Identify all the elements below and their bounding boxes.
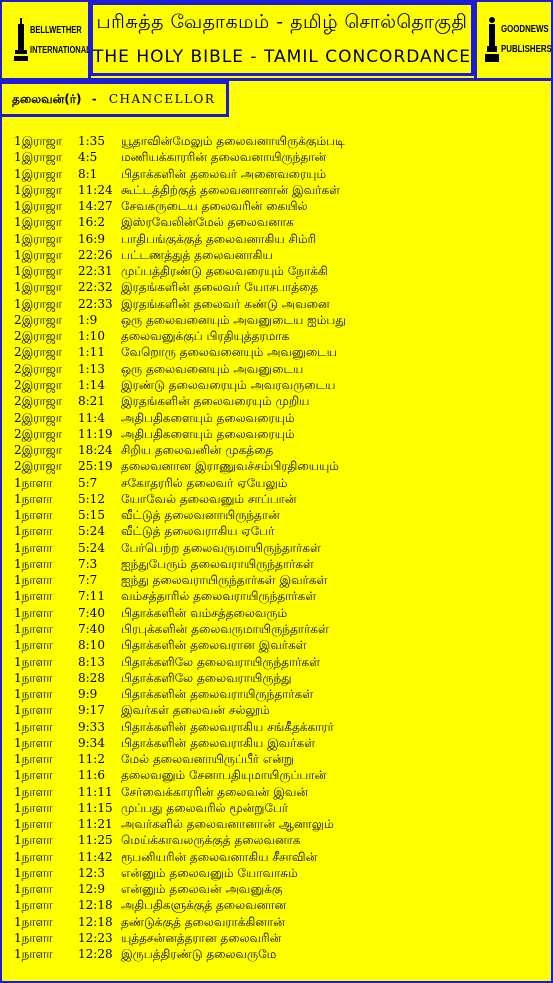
entry-heading <box>12 92 215 108</box>
list-item <box>14 312 544 328</box>
verse-reference: 11:6 <box>78 768 105 783</box>
book-name: 1நாளா <box>14 735 53 750</box>
verse-text: மெய்க்காவலருக்குத் தலைவனாக <box>121 833 301 848</box>
verse-text: இரண்டு தலைவரையும் அவரவருடைய <box>121 377 336 392</box>
book-name: 2இராஜா <box>14 329 63 344</box>
verse-reference: 1:11 <box>78 345 105 360</box>
verse-text: மணியக்காரரின் தலைவனாயிருந்தான் <box>121 150 327 165</box>
verse-text: பிதாக்களின் வம்சத்தலைவரும் <box>121 605 288 620</box>
logo-line-1: GOODNEWS <box>501 23 549 35</box>
title-box <box>90 2 474 76</box>
list-item <box>14 475 544 491</box>
verse-text: இரதங்களின் தலைவர் கண்டு அவனை <box>121 296 330 311</box>
verse-text: பிதாக்களின் தலைவரான இவர்கள் <box>121 638 307 653</box>
verse-reference: 8:21 <box>78 394 105 409</box>
logo-line-2: INTERNATIONAL <box>30 45 91 56</box>
list-item <box>14 832 544 848</box>
book-name: 1நாளா <box>14 947 53 962</box>
book-name: 2இராஜா <box>14 312 63 327</box>
list-item <box>14 654 544 670</box>
verse-text: சேவகருடைய தலைவரின் கையில் <box>121 199 308 214</box>
book-name: 1நாளா <box>14 833 53 848</box>
list-item <box>14 800 544 816</box>
verse-text: வேறொரு தலைவனையும் அவனுடைய <box>121 345 338 360</box>
list-item <box>14 458 544 474</box>
list-item <box>14 702 544 718</box>
verse-text: என்னும் தலைவன் அவனுக்கு <box>121 882 283 897</box>
verse-text: பேர்பெற்ற தலைவருமாயிருந்தார்கள் <box>121 540 321 555</box>
verse-text: இரதங்களின் தலைவரையும் முறிய <box>121 394 310 409</box>
verse-reference: 5:15 <box>78 508 105 523</box>
verse-reference: 11:24 <box>78 182 113 197</box>
verse-reference: 11:2 <box>78 752 105 767</box>
list-item <box>14 881 544 897</box>
book-name: 1நாளா <box>14 654 53 669</box>
verse-text: மேல் தலைவனாயிருப்பீர் என்று <box>121 752 294 767</box>
book-name: 1நாளா <box>14 573 53 588</box>
verse-text: அதிபதிகளையும் தலைவரையும் <box>121 426 295 441</box>
list-item <box>14 426 544 442</box>
book-name: 2இராஜா <box>14 459 63 474</box>
verse-text: பிதாக்களின் தலைவராகிய சங்கீதக்காரர் <box>121 719 334 734</box>
verse-text: வீட்டுத் தலைவனாயிருந்தான் <box>121 508 280 523</box>
verse-reference: 22:31 <box>78 264 113 279</box>
book-name: 1நாளா <box>14 768 53 783</box>
book-name: 1நாளா <box>14 589 53 604</box>
list-item <box>14 377 544 393</box>
verse-text: பிதாக்களின் தலைவராயிருந்தார்கள் <box>121 687 314 702</box>
verse-text: சேர்வைக்காரரின் தலைவன் இவன் <box>121 784 309 799</box>
list-item <box>14 588 544 604</box>
list-item <box>14 686 544 702</box>
verse-text: என்னும் தலைவனும் யோவாசும் <box>121 865 298 880</box>
verse-text: ஒரு தலைவனையும் அவனுடைய ஐம்பது <box>121 312 346 327</box>
book-name: 1நாளா <box>14 865 53 880</box>
verse-reference: 7:3 <box>78 556 98 571</box>
list-item <box>14 410 544 426</box>
verse-reference: 16:2 <box>78 215 105 230</box>
list-item <box>14 572 544 588</box>
list-item <box>14 491 544 507</box>
book-name: 2இராஜா <box>14 345 63 360</box>
goodnews-logo <box>474 2 551 78</box>
list-item <box>14 361 544 377</box>
verse-reference: 7:40 <box>78 621 105 636</box>
book-name: 1நாளா <box>14 784 53 799</box>
heading-separator: - <box>91 92 97 106</box>
book-name: 1நாளா <box>14 817 53 832</box>
list-item <box>14 621 544 637</box>
list-item <box>14 328 544 344</box>
book-name: 1நாளா <box>14 898 53 913</box>
verse-reference: 7:11 <box>78 589 105 604</box>
book-name: 2இராஜா <box>14 443 63 458</box>
verse-text: இவர்கள் தலைவன் சல்லூம் <box>121 703 270 718</box>
verse-reference: 12:23 <box>78 931 113 946</box>
book-name: 1இராஜா <box>14 215 63 230</box>
book-name: 1நாளா <box>14 621 53 636</box>
book-name: 1நாளா <box>14 491 53 506</box>
verse-reference: 11:42 <box>78 849 113 864</box>
verse-reference: 8:28 <box>78 670 105 685</box>
verse-reference: 14:27 <box>78 199 113 214</box>
book-name: 1இராஜா <box>14 264 63 279</box>
book-name: 1இராஜா <box>14 280 63 295</box>
verse-text: பிதாக்களிலே தலைவராயிருந்து <box>121 670 292 685</box>
title-english: THE HOLY BIBLE - TAMIL CONCORDANCE <box>93 47 472 67</box>
verse-reference: 1:13 <box>78 361 105 376</box>
book-name: 1நாளா <box>14 931 53 946</box>
verse-reference: 22:26 <box>78 247 113 262</box>
logo-line-1: BELLWETHER <box>30 25 82 36</box>
verse-text: ஒரு தலைவனையும் அவனுடைய <box>121 361 304 376</box>
list-item <box>14 296 544 312</box>
list-item <box>14 914 544 930</box>
bellwether-logo <box>4 2 91 78</box>
lamp-icon <box>14 18 28 62</box>
verse-text: யூதாவின்மேலும் தலைவனாயிருக்கும்படி <box>121 134 345 148</box>
book-name: 1இராஜா <box>14 199 63 214</box>
verse-reference: 11:4 <box>78 410 105 425</box>
list-item <box>14 930 544 946</box>
list-item <box>14 523 544 539</box>
verse-reference: 22:33 <box>78 296 113 311</box>
verse-text: கூட்டத்திற்குத் தலைவனானான் இவர்கள் <box>121 182 340 197</box>
verse-reference: 25:19 <box>78 459 113 474</box>
list-item <box>14 279 544 295</box>
verse-reference: 7:7 <box>78 573 98 588</box>
verse-reference: 11:19 <box>78 426 113 441</box>
verse-reference: 11:21 <box>78 817 113 832</box>
book-name: 1இராஜா <box>14 296 63 311</box>
list-item <box>14 393 544 409</box>
verse-reference: 11:25 <box>78 833 113 848</box>
list-item <box>14 605 544 621</box>
verse-reference: 11:15 <box>78 800 113 815</box>
book-name: 1நாளா <box>14 849 53 864</box>
verse-text: அதிபதிகளையும் தலைவரையும் <box>121 410 295 425</box>
list-item <box>14 816 544 832</box>
verse-text: யோவேல் தலைவனும் சாப்பான் <box>121 491 297 506</box>
book-name: 1நாளா <box>14 524 53 539</box>
verse-text: தலைவனான இராணுவச்சம்பிரதியையும் <box>121 459 339 474</box>
list-item <box>14 556 544 572</box>
list-item <box>14 637 544 653</box>
book-name: 2இராஜா <box>14 394 63 409</box>
book-name: 1நாளா <box>14 687 53 702</box>
verse-text: இஸ்ரவேலின்மேல் தலைவனாக <box>121 215 294 230</box>
verse-text: இருபத்திரண்டு தலைவருமே <box>121 947 277 962</box>
verse-reference: 5:24 <box>78 524 105 539</box>
list-item <box>14 946 544 962</box>
list-item <box>14 198 544 214</box>
verse-text: பட்டணத்துத் தலைவனாகிய <box>121 247 273 262</box>
book-name: 1நாளா <box>14 800 53 815</box>
list-item <box>14 670 544 686</box>
book-name: 1இராஜா <box>14 166 63 181</box>
book-name: 1நாளா <box>14 914 53 929</box>
list-item <box>14 442 544 458</box>
verse-reference: 12:28 <box>78 947 113 962</box>
list-item <box>14 214 544 230</box>
verse-reference: 12:18 <box>78 898 113 913</box>
verse-reference: 9:17 <box>78 703 105 718</box>
book-name: 1இராஜா <box>14 134 63 148</box>
verse-reference: 12:18 <box>78 914 113 929</box>
verse-reference: 12:3 <box>78 865 105 880</box>
heading-box <box>2 81 229 117</box>
list-item <box>14 767 544 783</box>
book-name: 1இராஜா <box>14 247 63 262</box>
verse-text: பிதாக்களின் தலைவர் அனைவரையும் <box>121 166 327 181</box>
list-item <box>14 182 544 198</box>
book-name: 1நாளா <box>14 703 53 718</box>
verse-reference: 9:33 <box>78 719 105 734</box>
verse-reference: 1:10 <box>78 329 105 344</box>
list-item <box>14 735 544 751</box>
verse-reference: 1:9 <box>78 312 98 327</box>
heading-english: CHANCELLOR <box>108 92 216 106</box>
book-name: 1இராஜா <box>14 150 63 165</box>
verse-text: பிதாக்களின் தலைவராகிய இவர்கள் <box>121 735 316 750</box>
list-item <box>14 540 544 556</box>
verse-text: முப்பத்திரண்டு தலைவரையும் நோக்கி <box>121 264 328 279</box>
book-name: 1நாளா <box>14 556 53 571</box>
verse-reference: 8:13 <box>78 654 105 669</box>
list-item <box>14 897 544 913</box>
list-item <box>14 344 544 360</box>
verse-reference: 8:1 <box>78 166 98 181</box>
list-item <box>14 133 544 149</box>
verse-text: ஐந்து தலைவராயிருந்தார்கள் இவர்கள் <box>121 573 328 588</box>
list-item <box>14 784 544 800</box>
book-name: 2இராஜா <box>14 361 63 376</box>
logo-line-2: PUBLISHERS <box>501 43 552 55</box>
book-name: 1நாளா <box>14 475 53 490</box>
book-name: 1நாளா <box>14 540 53 555</box>
list-item <box>14 166 544 182</box>
verse-text: முப்பது தலைவரில் மூன்றுபேர் <box>121 800 289 815</box>
verse-reference: 1:35 <box>78 134 105 148</box>
verse-text: தண்டுக்குத் தலைவராக்கினான் <box>121 914 285 929</box>
list-item <box>14 263 544 279</box>
verse-reference: 11:11 <box>78 784 113 799</box>
book-name: 1நாளா <box>14 670 53 685</box>
verse-text: பிரபுக்களின் தலைவருமாயிருந்தார்கள் <box>121 621 329 636</box>
verse-text: அதிபதிகளுக்குத் தலைவனான <box>121 898 287 913</box>
header-bar <box>2 2 551 81</box>
concordance-list <box>14 133 544 963</box>
list-item <box>14 719 544 735</box>
book-name: 1நாளா <box>14 638 53 653</box>
verse-text: ரூபனியரின் தலைவனாகிய சீசாவின் <box>121 849 318 864</box>
verse-reference: 16:9 <box>78 231 105 246</box>
book-name: 1நாளா <box>14 882 53 897</box>
verse-reference: 4:5 <box>78 150 98 165</box>
verse-reference: 12:9 <box>78 882 105 897</box>
verse-text: சகோதரரில் தலைவர் ஏயேலும் <box>121 475 288 490</box>
heading-word: தலைவன்(ர்) <box>12 92 82 106</box>
book-name: 1நாளா <box>14 752 53 767</box>
verse-text: சிறிய தலைவனின் முகத்தை <box>121 443 274 458</box>
verse-text: அவர்களில் தலைவனானான் ஆனாலும் <box>121 817 334 832</box>
verse-text: தலைவனும் சேனாபதியுமாயிருப்பான் <box>121 768 327 783</box>
list-item <box>14 507 544 523</box>
statue-icon <box>485 16 499 64</box>
verse-text: யுத்தசன்னத்தரான தலைவரின் <box>121 931 282 946</box>
list-item <box>14 751 544 767</box>
list-item <box>14 231 544 247</box>
verse-reference: 9:34 <box>78 735 105 750</box>
verse-reference: 5:12 <box>78 491 105 506</box>
verse-reference: 8:10 <box>78 638 105 653</box>
list-item <box>14 849 544 865</box>
verse-text: வீட்டுத் தலைவராகிய ஏபேர் <box>121 524 275 539</box>
verse-reference: 5:24 <box>78 540 105 555</box>
verse-reference: 9:9 <box>78 687 98 702</box>
book-name: 1இராஜா <box>14 182 63 197</box>
verse-reference: 7:40 <box>78 605 105 620</box>
book-name: 1நாளா <box>14 719 53 734</box>
book-name: 1நாளா <box>14 605 53 620</box>
verse-text: இரதங்களின் தலைவர் யோசபாத்தை <box>121 280 319 295</box>
book-name: 1இராஜா <box>14 231 63 246</box>
verse-reference: 22:32 <box>78 280 113 295</box>
verse-text: தலைவனுக்குப் பிரதியுத்தரமாக <box>121 329 290 344</box>
verse-reference: 18:24 <box>78 443 113 458</box>
book-name: 1நாளா <box>14 508 53 523</box>
list-item <box>14 149 544 165</box>
verse-text: பாதிபங்குக்குத் தலைவனாகிய சிம்ரி <box>121 231 317 246</box>
book-name: 2இராஜா <box>14 426 63 441</box>
verse-text: வம்சத்தாரில் தலைவராயிருந்தார்கள் <box>121 589 317 604</box>
book-name: 2இராஜா <box>14 410 63 425</box>
title-tamil: பரிசுத்த வேதாகமம் - தமிழ் சொல்தொகுதி <box>96 11 468 33</box>
list-item <box>14 247 544 263</box>
verse-reference: 5:7 <box>78 475 98 490</box>
verse-reference: 1:14 <box>78 377 105 392</box>
verse-text: பிதாக்களிலே தலைவராயிருந்தார்கள் <box>121 654 321 669</box>
list-item <box>14 865 544 881</box>
verse-text: ஐந்துபேரும் தலைவராயிருந்தார்கள் <box>121 556 314 571</box>
book-name: 2இராஜா <box>14 377 63 392</box>
